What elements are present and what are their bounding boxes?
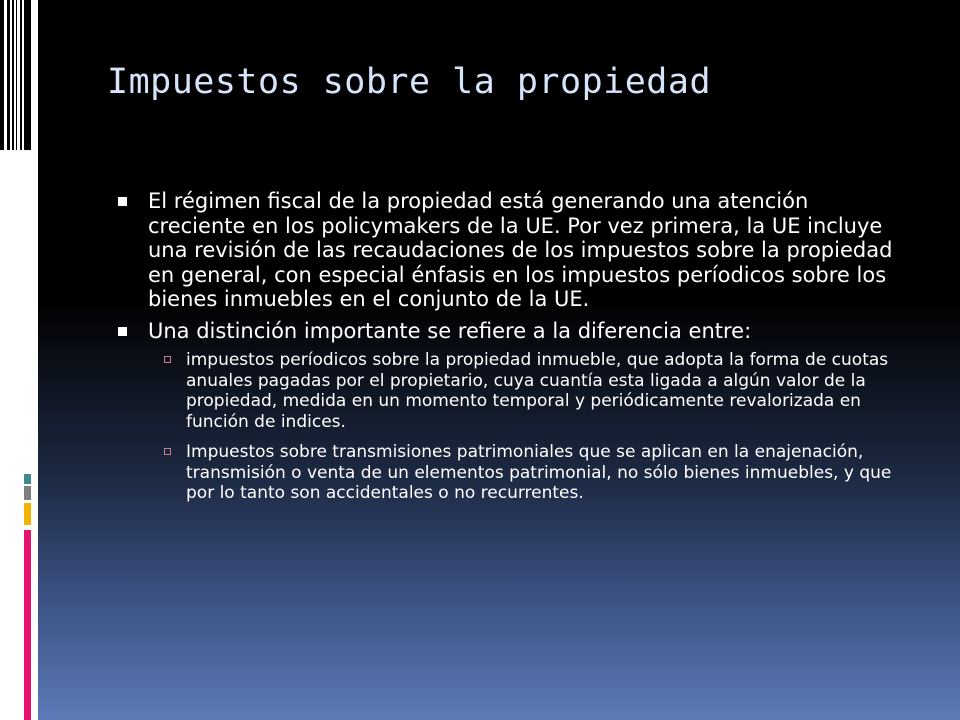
accent-bar-gray bbox=[24, 486, 31, 500]
square-bullet-icon bbox=[118, 197, 127, 206]
accent-bar-yellow bbox=[24, 503, 31, 525]
sub-bullet-text: impuestos períodicos sobre la propiedad inmueble, que adopta la forma de cuotas anuales pagadas por el propietario, cuya cuantía esta ligada a algún valor de la propiedad, medida en un momento temporal y periódicamente revalorizada en función de indices. bbox=[186, 350, 889, 432]
sub-bullet-item bbox=[118, 350, 908, 432]
bullet-text: El régimen fiscal de la propiedad está generando una atención creciente en los policymakers de la UE. Por vez primera, la UE incluye una revisión de las recaudaciones de los impuestos sobre la propiedad en general, con especial énfasis en los impuestos períodicos sobre los bienes inmuebles en el conjunto de la UE. bbox=[148, 189, 893, 311]
hollow-square-bullet-icon bbox=[164, 356, 171, 363]
sub-bullet-item bbox=[118, 442, 908, 504]
slide-title: Impuestos sobre la propiedad bbox=[107, 62, 712, 102]
left-stripes-decoration bbox=[0, 0, 38, 150]
bullet-item bbox=[118, 189, 908, 312]
accent-bar-magenta bbox=[24, 530, 31, 720]
accent-bar-teal bbox=[24, 474, 31, 484]
bullet-text: Una distinción importante se refiere a la diferencia entre: bbox=[148, 318, 752, 343]
slide-content bbox=[118, 189, 908, 514]
square-bullet-icon bbox=[118, 327, 127, 336]
hollow-square-bullet-icon bbox=[164, 448, 171, 455]
sub-bullet-text: Impuestos sobre transmisiones patrimoniales que se aplican en la enajenación, transmisión o venta de un elementos patrimonial, no sólo bienes inmuebles, y que por lo tanto son accidentales o no recurrentes. bbox=[186, 442, 892, 503]
bullet-item bbox=[118, 319, 908, 344]
